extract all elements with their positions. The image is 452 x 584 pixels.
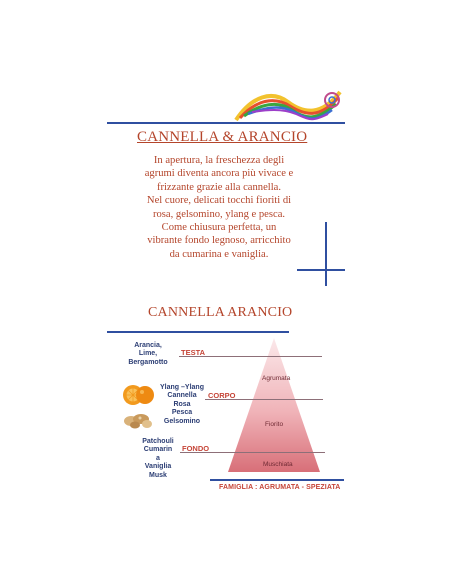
description-line: Come chiusura perfetta, un — [161, 222, 277, 234]
bottom-divider — [107, 331, 289, 333]
orange-fruit-icon — [121, 381, 155, 407]
description-line: In apertura, la freschezza degli — [153, 155, 285, 166]
colorful-swirl-icon — [232, 86, 344, 124]
note-item: Bergamotto — [128, 358, 168, 366]
pyramid-label-muschiata: Muschiata — [263, 461, 293, 468]
family-label: FAMIGLIA : AGRUMATA - SPEZIATA — [219, 484, 341, 491]
top-divider — [107, 122, 345, 124]
notes-corpo — [160, 384, 204, 426]
top-description — [130, 154, 308, 261]
family-divider — [210, 479, 344, 481]
notes-fondo — [140, 438, 176, 480]
note-item: Cumarin — [143, 446, 173, 454]
note-item: Ylang –Ylang — [160, 384, 204, 391]
note-item: a — [156, 454, 160, 462]
note-item: Musk — [149, 471, 167, 479]
pyramid-label-agrumata: Agrumata — [262, 375, 291, 382]
note-item: Gelsomino — [163, 417, 201, 425]
description-line: vibrante fondo legnoso, arricchito — [147, 235, 291, 247]
bottom-title: CANNELLA ARANCIO — [148, 305, 293, 320]
note-item: Lime, — [138, 350, 158, 358]
description-line: Nel cuore, delicati tocchi fioriti di — [146, 195, 292, 207]
description-line: rosa, gelsomino, ylang e pesca. — [152, 208, 286, 220]
note-item: Cannella — [167, 392, 197, 400]
corner-vertical-line — [325, 222, 327, 286]
level-label-fondo: FONDO — [182, 444, 210, 453]
note-item: Vaniglia — [144, 463, 172, 471]
note-item: Arancia, — [134, 342, 162, 349]
level-label-corpo: CORPO — [208, 391, 236, 400]
description-line: agrumi diventa ancora più vivace e — [144, 168, 294, 180]
notes-testa — [128, 342, 168, 367]
corner-horizontal-line — [297, 269, 345, 271]
description-line: da cumarina e vaniglia. — [169, 248, 269, 260]
pyramid-label-fiorito: Fiorito — [265, 421, 284, 428]
note-item: Pesca — [171, 409, 193, 417]
level-label-testa: TESTA — [181, 348, 206, 357]
note-item: Rosa — [173, 400, 191, 408]
ginger-root-icon — [121, 409, 155, 431]
note-item: Patchouli — [142, 438, 174, 445]
top-title: CANNELLA & ARANCIO — [137, 129, 308, 145]
description-line: frizzante grazie alla cannella. — [156, 181, 282, 193]
